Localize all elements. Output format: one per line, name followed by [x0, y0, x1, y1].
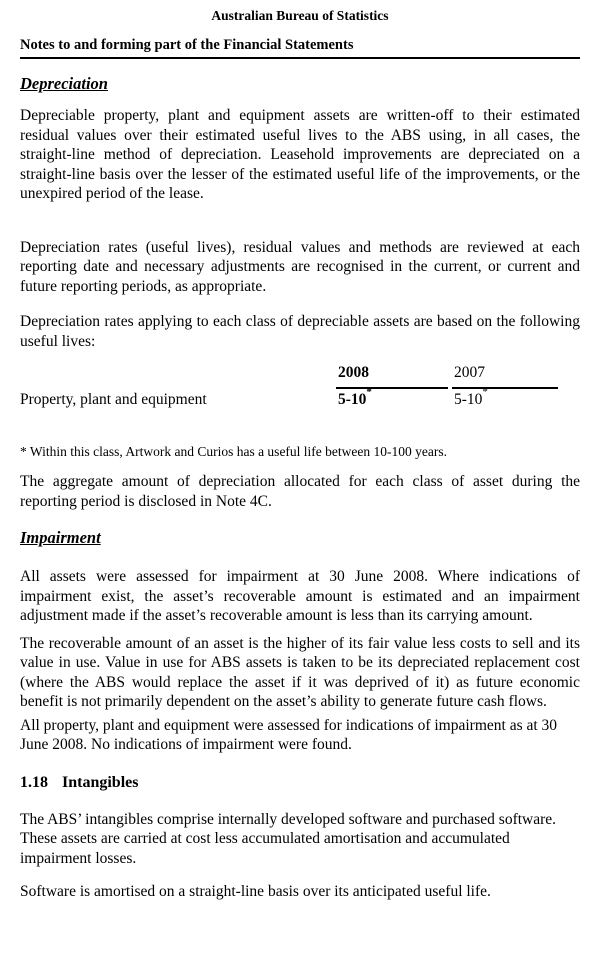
footnote-mark-2007: *: [482, 385, 488, 398]
paragraph-depreciation-1: Depreciable property, plant and equipment assets are written-off to their estimated residual values over their estimated useful lives to the ABS using, in all cases, the straight-line method of depreciation. Leasehold improvements are depreciated on a straight-line basis over the lesser of the estimated useful life of the improvements, or the unexpired period of the lease.: [20, 107, 580, 203]
org-title: Australian Bureau of Statistics: [211, 8, 389, 23]
paragraph-depreciation-2: Depreciation rates (useful lives), residual values and methods are reviewed at each reporting date and necessary adjustments are recognised in the current, or current and future reporting periods, as appropriate.: [20, 238, 580, 295]
paragraph-impairment-1: All assets were assessed for impairment at 30 June 2008. Where indications of impairment exist, the asset’s recoverable amount is estimated and an impairment adjustment made if the asset’s recoverable amount is less than its carrying amount.: [20, 568, 580, 625]
table-column-2007: [452, 363, 558, 409]
section-heading-depreciation: Depreciation: [20, 74, 108, 94]
paragraph-depreciation-4: The aggregate amount of depreciation allocated for each class of asset during the reporting period is disclosed in Note 4C.: [20, 473, 580, 510]
table-cell-2007: [452, 385, 558, 410]
table-column-2008: [336, 363, 448, 409]
table-cell-2008-value: 5-10: [338, 390, 367, 408]
footnote-mark-2008: *: [366, 385, 372, 398]
paragraph-impairment-3: All property, plant and equipment were assessed for indications of impairment as at 30 June 2008. No indications of impairment were found.: [20, 716, 558, 754]
table-footnote: * Within this class, Artwork and Curios has a useful life between 10-100 years.: [20, 444, 447, 460]
table-row-label: Property, plant and equipment: [20, 391, 207, 409]
paragraph-depreciation-3: Depreciation rates applying to each class of depreciable assets are based on the following useful lives:: [20, 313, 580, 350]
useful-lives-table: [20, 363, 580, 415]
section-title: Intangibles: [62, 773, 139, 791]
table-cell-2007-value: 5-10: [454, 390, 483, 408]
section-number: 1.18: [20, 773, 48, 791]
paragraph-intangibles-2: Software is amortised on a straight-line basis over its anticipated useful life.: [20, 883, 491, 901]
section-heading-impairment: Impairment: [20, 528, 101, 548]
paragraph-impairment-2: The recoverable amount of an asset is the higher of its fair value less costs to sell and its value in use. Value in use for ABS assets is taken to be its depreciated replacement cost (where the ABS would replace the asset if it was deprived of it) as future economic benefit is not primarily dependent on the asset’s ability to generate future cash flows.: [20, 634, 580, 711]
table-column-header-2008: 2008: [336, 363, 448, 389]
paragraph-intangibles-1: The ABS’ intangibles comprise internally developed software and purchased software. These assets are carried at cost less accumulated amortisation and accumulated impairment losses.: [20, 810, 557, 867]
doc-title: Notes to and forming part of the Financial Statements: [20, 36, 580, 59]
section-heading-intangibles: [20, 773, 580, 793]
table-column-header-2007: 2007: [452, 363, 558, 389]
table-cell-2008: [336, 385, 448, 410]
